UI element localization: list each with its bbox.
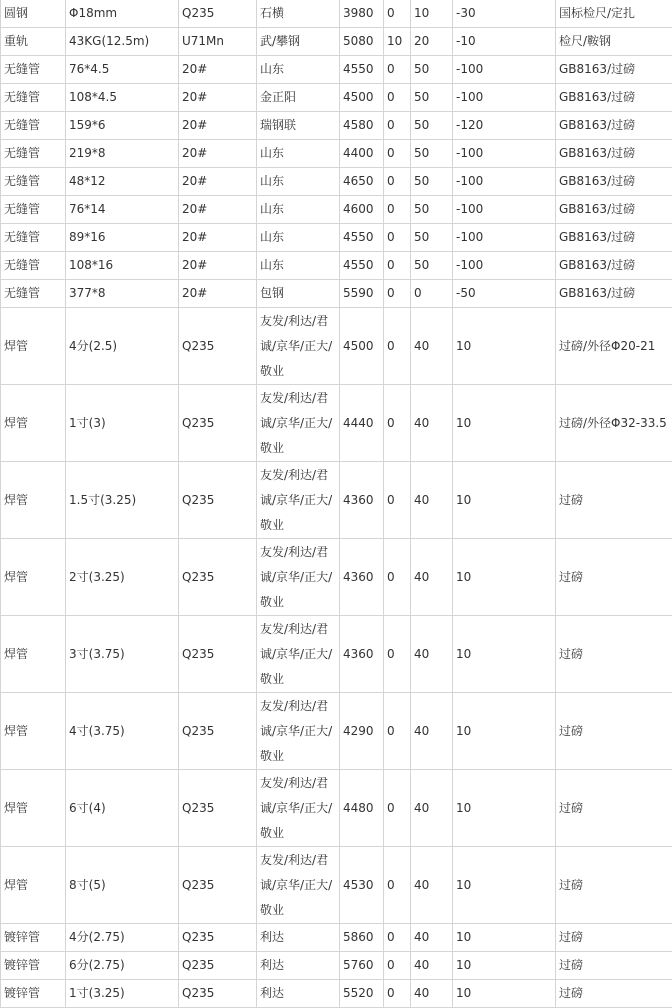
product-name-cell: 无缝管 bbox=[1, 224, 66, 252]
table-row bbox=[1, 693, 672, 770]
remark-cell: GB8163/过磅 bbox=[556, 56, 672, 84]
material-cell: Q235 bbox=[179, 693, 257, 770]
product-name-cell: 无缝管 bbox=[1, 168, 66, 196]
spec-cell: Φ18mm bbox=[66, 0, 179, 28]
change-cell-3: 10 bbox=[453, 924, 556, 952]
material-cell: Q235 bbox=[179, 616, 257, 693]
change-cell-1: 0 bbox=[384, 693, 411, 770]
change-cell-2: 50 bbox=[411, 168, 453, 196]
origin-cell: 山东 bbox=[257, 252, 340, 280]
spec-cell: 6寸(4) bbox=[66, 770, 179, 847]
remark-cell: GB8163/过磅 bbox=[556, 224, 672, 252]
change-cell-2: 0 bbox=[411, 280, 453, 308]
material-cell: 20# bbox=[179, 84, 257, 112]
spec-cell: 4寸(3.75) bbox=[66, 693, 179, 770]
product-name-cell: 无缝管 bbox=[1, 84, 66, 112]
change-cell-1: 0 bbox=[384, 847, 411, 924]
change-cell-2: 50 bbox=[411, 252, 453, 280]
price-cell: 4400 bbox=[340, 140, 384, 168]
price-cell: 5590 bbox=[340, 280, 384, 308]
change-cell-3: 10 bbox=[453, 539, 556, 616]
spec-cell: 76*14 bbox=[66, 196, 179, 224]
material-cell: 20# bbox=[179, 196, 257, 224]
material-cell: Q235 bbox=[179, 462, 257, 539]
table-row bbox=[1, 28, 672, 56]
product-name-cell: 镀锌管 bbox=[1, 952, 66, 980]
remark-cell: 过磅 bbox=[556, 980, 672, 1008]
change-cell-1: 0 bbox=[384, 980, 411, 1008]
change-cell-2: 40 bbox=[411, 539, 453, 616]
origin-cell: 利达 bbox=[257, 980, 340, 1008]
spec-cell: 377*8 bbox=[66, 280, 179, 308]
change-cell-3: -100 bbox=[453, 252, 556, 280]
change-cell-3: 10 bbox=[453, 980, 556, 1008]
spec-cell: 8寸(5) bbox=[66, 847, 179, 924]
material-cell: 20# bbox=[179, 224, 257, 252]
table-row bbox=[1, 168, 672, 196]
product-name-cell: 焊管 bbox=[1, 847, 66, 924]
spec-cell: 2寸(3.25) bbox=[66, 539, 179, 616]
product-name-cell: 焊管 bbox=[1, 308, 66, 385]
change-cell-3: -100 bbox=[453, 56, 556, 84]
remark-cell: 过磅/外径Φ20-21 bbox=[556, 308, 672, 385]
table-row bbox=[1, 112, 672, 140]
remark-cell: 过磅 bbox=[556, 847, 672, 924]
price-cell: 5760 bbox=[340, 952, 384, 980]
price-cell: 4360 bbox=[340, 539, 384, 616]
price-cell: 4290 bbox=[340, 693, 384, 770]
price-cell: 5860 bbox=[340, 924, 384, 952]
spec-cell: 1寸(3) bbox=[66, 385, 179, 462]
spec-cell: 159*6 bbox=[66, 112, 179, 140]
change-cell-2: 50 bbox=[411, 140, 453, 168]
spec-cell: 48*12 bbox=[66, 168, 179, 196]
price-cell: 4550 bbox=[340, 224, 384, 252]
change-cell-2: 40 bbox=[411, 462, 453, 539]
material-cell: Q235 bbox=[179, 539, 257, 616]
product-name-cell: 焊管 bbox=[1, 539, 66, 616]
table-row bbox=[1, 0, 672, 28]
origin-cell: 友发/利达/君诚/京华/正大/敬业 bbox=[257, 462, 340, 539]
material-cell: Q235 bbox=[179, 924, 257, 952]
table-row bbox=[1, 616, 672, 693]
product-name-cell: 焊管 bbox=[1, 616, 66, 693]
change-cell-1: 0 bbox=[384, 84, 411, 112]
remark-cell: 过磅 bbox=[556, 462, 672, 539]
price-cell: 5080 bbox=[340, 28, 384, 56]
product-name-cell: 无缝管 bbox=[1, 56, 66, 84]
table-row bbox=[1, 462, 672, 539]
change-cell-1: 0 bbox=[384, 224, 411, 252]
table-row bbox=[1, 56, 672, 84]
origin-cell: 山东 bbox=[257, 168, 340, 196]
price-cell: 4650 bbox=[340, 168, 384, 196]
material-cell: 20# bbox=[179, 280, 257, 308]
change-cell-3: -120 bbox=[453, 112, 556, 140]
material-cell: Q235 bbox=[179, 952, 257, 980]
change-cell-1: 0 bbox=[384, 168, 411, 196]
change-cell-1: 10 bbox=[384, 28, 411, 56]
spec-cell: 108*16 bbox=[66, 252, 179, 280]
change-cell-2: 40 bbox=[411, 952, 453, 980]
origin-cell: 山东 bbox=[257, 224, 340, 252]
change-cell-2: 40 bbox=[411, 616, 453, 693]
remark-cell: GB8163/过磅 bbox=[556, 280, 672, 308]
change-cell-3: -100 bbox=[453, 224, 556, 252]
material-cell: Q235 bbox=[179, 308, 257, 385]
spec-cell: 76*4.5 bbox=[66, 56, 179, 84]
change-cell-2: 20 bbox=[411, 28, 453, 56]
change-cell-1: 0 bbox=[384, 539, 411, 616]
change-cell-2: 40 bbox=[411, 847, 453, 924]
table-row bbox=[1, 224, 672, 252]
spec-cell: 108*4.5 bbox=[66, 84, 179, 112]
product-name-cell: 无缝管 bbox=[1, 252, 66, 280]
change-cell-2: 50 bbox=[411, 224, 453, 252]
price-cell: 4600 bbox=[340, 196, 384, 224]
origin-cell: 山东 bbox=[257, 140, 340, 168]
remark-cell: GB8163/过磅 bbox=[556, 252, 672, 280]
material-cell: Q235 bbox=[179, 770, 257, 847]
price-cell: 4500 bbox=[340, 308, 384, 385]
change-cell-3: 10 bbox=[453, 952, 556, 980]
product-name-cell: 无缝管 bbox=[1, 112, 66, 140]
table-row bbox=[1, 140, 672, 168]
price-cell: 4580 bbox=[340, 112, 384, 140]
change-cell-3: -10 bbox=[453, 28, 556, 56]
change-cell-2: 50 bbox=[411, 84, 453, 112]
remark-cell: 过磅 bbox=[556, 616, 672, 693]
change-cell-1: 0 bbox=[384, 308, 411, 385]
product-name-cell: 圆钢 bbox=[1, 0, 66, 28]
origin-cell: 瑞钢联 bbox=[257, 112, 340, 140]
price-cell: 4550 bbox=[340, 56, 384, 84]
change-cell-1: 0 bbox=[384, 385, 411, 462]
change-cell-3: -50 bbox=[453, 280, 556, 308]
change-cell-1: 0 bbox=[384, 196, 411, 224]
remark-cell: 过磅/外径Φ32-33.5 bbox=[556, 385, 672, 462]
product-name-cell: 无缝管 bbox=[1, 280, 66, 308]
origin-cell: 金正阳 bbox=[257, 84, 340, 112]
material-cell: 20# bbox=[179, 140, 257, 168]
change-cell-2: 40 bbox=[411, 980, 453, 1008]
price-cell: 4360 bbox=[340, 616, 384, 693]
product-name-cell: 镀锌管 bbox=[1, 980, 66, 1008]
origin-cell: 山东 bbox=[257, 56, 340, 84]
table-row bbox=[1, 770, 672, 847]
change-cell-3: 10 bbox=[453, 462, 556, 539]
price-cell: 4530 bbox=[340, 847, 384, 924]
remark-cell: GB8163/过磅 bbox=[556, 196, 672, 224]
product-name-cell: 重轨 bbox=[1, 28, 66, 56]
change-cell-1: 0 bbox=[384, 252, 411, 280]
price-cell: 4440 bbox=[340, 385, 384, 462]
change-cell-2: 40 bbox=[411, 308, 453, 385]
price-cell: 5520 bbox=[340, 980, 384, 1008]
origin-cell: 利达 bbox=[257, 952, 340, 980]
change-cell-2: 50 bbox=[411, 196, 453, 224]
product-name-cell: 无缝管 bbox=[1, 196, 66, 224]
table-row bbox=[1, 385, 672, 462]
change-cell-3: -100 bbox=[453, 140, 556, 168]
material-cell: Q235 bbox=[179, 847, 257, 924]
material-cell: Q235 bbox=[179, 980, 257, 1008]
change-cell-1: 0 bbox=[384, 280, 411, 308]
remark-cell: 过磅 bbox=[556, 539, 672, 616]
change-cell-2: 50 bbox=[411, 112, 453, 140]
remark-cell: 国标检尺/定扎 bbox=[556, 0, 672, 28]
spec-cell: 3寸(3.75) bbox=[66, 616, 179, 693]
price-cell: 4500 bbox=[340, 84, 384, 112]
change-cell-3: -100 bbox=[453, 84, 556, 112]
origin-cell: 友发/利达/君诚/京华/正大/敬业 bbox=[257, 308, 340, 385]
change-cell-3: 10 bbox=[453, 847, 556, 924]
origin-cell: 山东 bbox=[257, 196, 340, 224]
spec-cell: 219*8 bbox=[66, 140, 179, 168]
change-cell-1: 0 bbox=[384, 952, 411, 980]
origin-cell: 武/攀钢 bbox=[257, 28, 340, 56]
price-table-body bbox=[1, 0, 672, 1008]
change-cell-2: 40 bbox=[411, 770, 453, 847]
change-cell-1: 0 bbox=[384, 616, 411, 693]
table-row bbox=[1, 84, 672, 112]
material-cell: U71Mn bbox=[179, 28, 257, 56]
table-row bbox=[1, 980, 672, 1008]
remark-cell: 过磅 bbox=[556, 952, 672, 980]
change-cell-3: 10 bbox=[453, 385, 556, 462]
table-row bbox=[1, 539, 672, 616]
origin-cell: 友发/利达/君诚/京华/正大/敬业 bbox=[257, 770, 340, 847]
remark-cell: GB8163/过磅 bbox=[556, 84, 672, 112]
change-cell-1: 0 bbox=[384, 462, 411, 539]
table-row bbox=[1, 252, 672, 280]
origin-cell: 友发/利达/君诚/京华/正大/敬业 bbox=[257, 847, 340, 924]
product-name-cell: 焊管 bbox=[1, 770, 66, 847]
change-cell-2: 40 bbox=[411, 924, 453, 952]
origin-cell: 友发/利达/君诚/京华/正大/敬业 bbox=[257, 539, 340, 616]
change-cell-2: 10 bbox=[411, 0, 453, 28]
product-name-cell: 焊管 bbox=[1, 693, 66, 770]
origin-cell: 友发/利达/君诚/京华/正大/敬业 bbox=[257, 693, 340, 770]
product-name-cell: 无缝管 bbox=[1, 140, 66, 168]
remark-cell: 过磅 bbox=[556, 770, 672, 847]
origin-cell: 包钢 bbox=[257, 280, 340, 308]
remark-cell: 过磅 bbox=[556, 693, 672, 770]
change-cell-3: -30 bbox=[453, 0, 556, 28]
remark-cell: GB8163/过磅 bbox=[556, 140, 672, 168]
remark-cell: 检尺/鞍钢 bbox=[556, 28, 672, 56]
material-cell: Q235 bbox=[179, 0, 257, 28]
change-cell-3: 10 bbox=[453, 616, 556, 693]
spec-cell: 1.5寸(3.25) bbox=[66, 462, 179, 539]
change-cell-1: 0 bbox=[384, 112, 411, 140]
origin-cell: 利达 bbox=[257, 924, 340, 952]
table-row bbox=[1, 924, 672, 952]
change-cell-1: 0 bbox=[384, 140, 411, 168]
spec-cell: 4分(2.75) bbox=[66, 924, 179, 952]
material-cell: 20# bbox=[179, 56, 257, 84]
change-cell-2: 40 bbox=[411, 693, 453, 770]
origin-cell: 石横 bbox=[257, 0, 340, 28]
product-name-cell: 焊管 bbox=[1, 462, 66, 539]
price-cell: 3980 bbox=[340, 0, 384, 28]
remark-cell: GB8163/过磅 bbox=[556, 168, 672, 196]
origin-cell: 友发/利达/君诚/京华/正大/敬业 bbox=[257, 385, 340, 462]
product-name-cell: 焊管 bbox=[1, 385, 66, 462]
change-cell-1: 0 bbox=[384, 56, 411, 84]
price-cell: 4550 bbox=[340, 252, 384, 280]
change-cell-1: 0 bbox=[384, 0, 411, 28]
table-row bbox=[1, 847, 672, 924]
remark-cell: 过磅 bbox=[556, 924, 672, 952]
change-cell-1: 0 bbox=[384, 770, 411, 847]
spec-cell: 4分(2.5) bbox=[66, 308, 179, 385]
material-cell: 20# bbox=[179, 112, 257, 140]
spec-cell: 89*16 bbox=[66, 224, 179, 252]
change-cell-3: 10 bbox=[453, 308, 556, 385]
material-cell: Q235 bbox=[179, 385, 257, 462]
change-cell-2: 50 bbox=[411, 56, 453, 84]
origin-cell: 友发/利达/君诚/京华/正大/敬业 bbox=[257, 616, 340, 693]
spec-cell: 1寸(3.25) bbox=[66, 980, 179, 1008]
change-cell-3: -100 bbox=[453, 196, 556, 224]
change-cell-3: -100 bbox=[453, 168, 556, 196]
change-cell-2: 40 bbox=[411, 385, 453, 462]
spec-cell: 6分(2.75) bbox=[66, 952, 179, 980]
material-cell: 20# bbox=[179, 168, 257, 196]
change-cell-1: 0 bbox=[384, 924, 411, 952]
change-cell-3: 10 bbox=[453, 693, 556, 770]
product-name-cell: 镀锌管 bbox=[1, 924, 66, 952]
table-row bbox=[1, 280, 672, 308]
material-cell: 20# bbox=[179, 252, 257, 280]
remark-cell: GB8163/过磅 bbox=[556, 112, 672, 140]
table-row bbox=[1, 196, 672, 224]
spec-cell: 43KG(12.5m) bbox=[66, 28, 179, 56]
price-cell: 4360 bbox=[340, 462, 384, 539]
change-cell-3: 10 bbox=[453, 770, 556, 847]
table-row bbox=[1, 308, 672, 385]
price-cell: 4480 bbox=[340, 770, 384, 847]
table-row bbox=[1, 952, 672, 980]
